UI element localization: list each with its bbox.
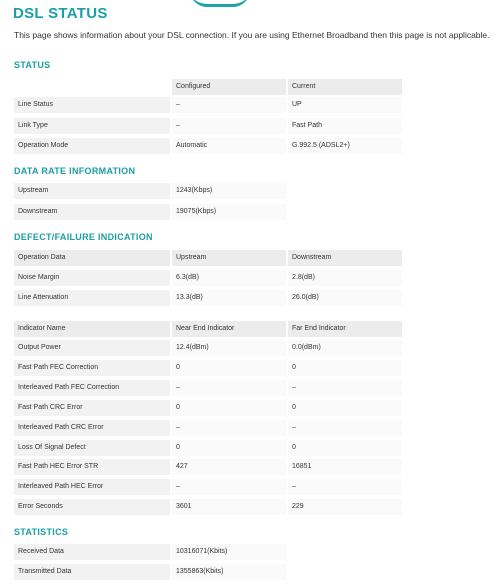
- row-far: 0: [288, 440, 402, 456]
- row-label: Interleaved Path CRC Error: [14, 420, 170, 436]
- row-label: Interleaved Path HEC Error: [14, 479, 170, 495]
- section-statistics-heading: STATISTICS: [14, 527, 69, 537]
- row-label: Line Status: [14, 97, 170, 113]
- row-near: –: [172, 479, 286, 495]
- row-label: Received Data: [14, 544, 170, 560]
- defect-header-operation: Operation Data: [14, 250, 170, 266]
- status-header-configured: Configured: [172, 79, 286, 95]
- row-far: 0.0(dBm): [288, 340, 402, 356]
- row-label: Error Seconds: [14, 499, 170, 515]
- row-label: Noise Margin: [14, 270, 170, 286]
- row-label: Fast Path HEC Error STR: [14, 459, 170, 475]
- row-value: 1355863(Kbits): [172, 564, 286, 580]
- row-far: 229: [288, 499, 402, 515]
- section-data-rate-heading: DATA RATE INFORMATION: [14, 166, 136, 176]
- status-header-empty: [14, 79, 170, 95]
- row-downstream: 2.8(dB): [288, 270, 402, 286]
- row-near: 12.4(dBm): [172, 340, 286, 356]
- row-label: Operation Mode: [14, 138, 170, 154]
- row-downstream: 26.0(dB): [288, 290, 402, 306]
- row-value: 10316071(Kbits): [172, 544, 286, 560]
- row-current: Fast Path: [288, 118, 402, 134]
- row-label: Upstream: [14, 183, 170, 199]
- defect-header-downstream: Downstream: [288, 250, 402, 266]
- row-near: 0: [172, 440, 286, 456]
- row-far: –: [288, 380, 402, 396]
- row-value: 1243(Kbps): [172, 183, 286, 199]
- row-configured: –: [172, 118, 286, 134]
- row-current: UP: [288, 97, 402, 113]
- page-intro: This page shows information about your DSL connection. If you are using Ethernet Broadband then this page is not applicable.: [14, 30, 490, 40]
- row-far: 0: [288, 400, 402, 416]
- row-upstream: 6.3(dB): [172, 270, 286, 286]
- row-value: 19075(Kbps): [172, 204, 286, 220]
- row-label: Transmitted Data: [14, 564, 170, 580]
- row-configured: –: [172, 97, 286, 113]
- indicator-header-far: Far End Indicator: [288, 321, 402, 337]
- row-label: Fast Path FEC Correction: [14, 360, 170, 376]
- indicator-header-near: Near End Indicator: [172, 321, 286, 337]
- defect-header-upstream: Upstream: [172, 250, 286, 266]
- section-status-heading: STATUS: [14, 60, 51, 70]
- row-far: 16851: [288, 459, 402, 475]
- status-header-current: Current: [288, 79, 402, 95]
- row-near: 3601: [172, 499, 286, 515]
- row-label: Loss Of Signal Defect: [14, 440, 170, 456]
- indicator-header-name: Indicator Name: [14, 321, 170, 337]
- row-label: Line Attenuation: [14, 290, 170, 306]
- banner-arc: [190, 0, 250, 7]
- row-near: 0: [172, 360, 286, 376]
- section-defect-heading: DEFECT/FAILURE INDICATION: [14, 232, 153, 242]
- row-label: Downstream: [14, 204, 170, 220]
- row-near: 0: [172, 400, 286, 416]
- row-current: G.992.5 (ADSL2+): [288, 138, 402, 154]
- row-label: Output Power: [14, 340, 170, 356]
- row-label: Fast Path CRC Error: [14, 400, 170, 416]
- row-upstream: 13.3(dB): [172, 290, 286, 306]
- row-configured: Automatic: [172, 138, 286, 154]
- row-label: Interleaved Path FEC Correction: [14, 380, 170, 396]
- row-far: –: [288, 420, 402, 436]
- row-near: –: [172, 420, 286, 436]
- page-title: DSL STATUS: [13, 5, 108, 22]
- row-label: Link Type: [14, 118, 170, 134]
- row-far: –: [288, 479, 402, 495]
- row-near: 427: [172, 459, 286, 475]
- row-near: –: [172, 380, 286, 396]
- row-far: 0: [288, 360, 402, 376]
